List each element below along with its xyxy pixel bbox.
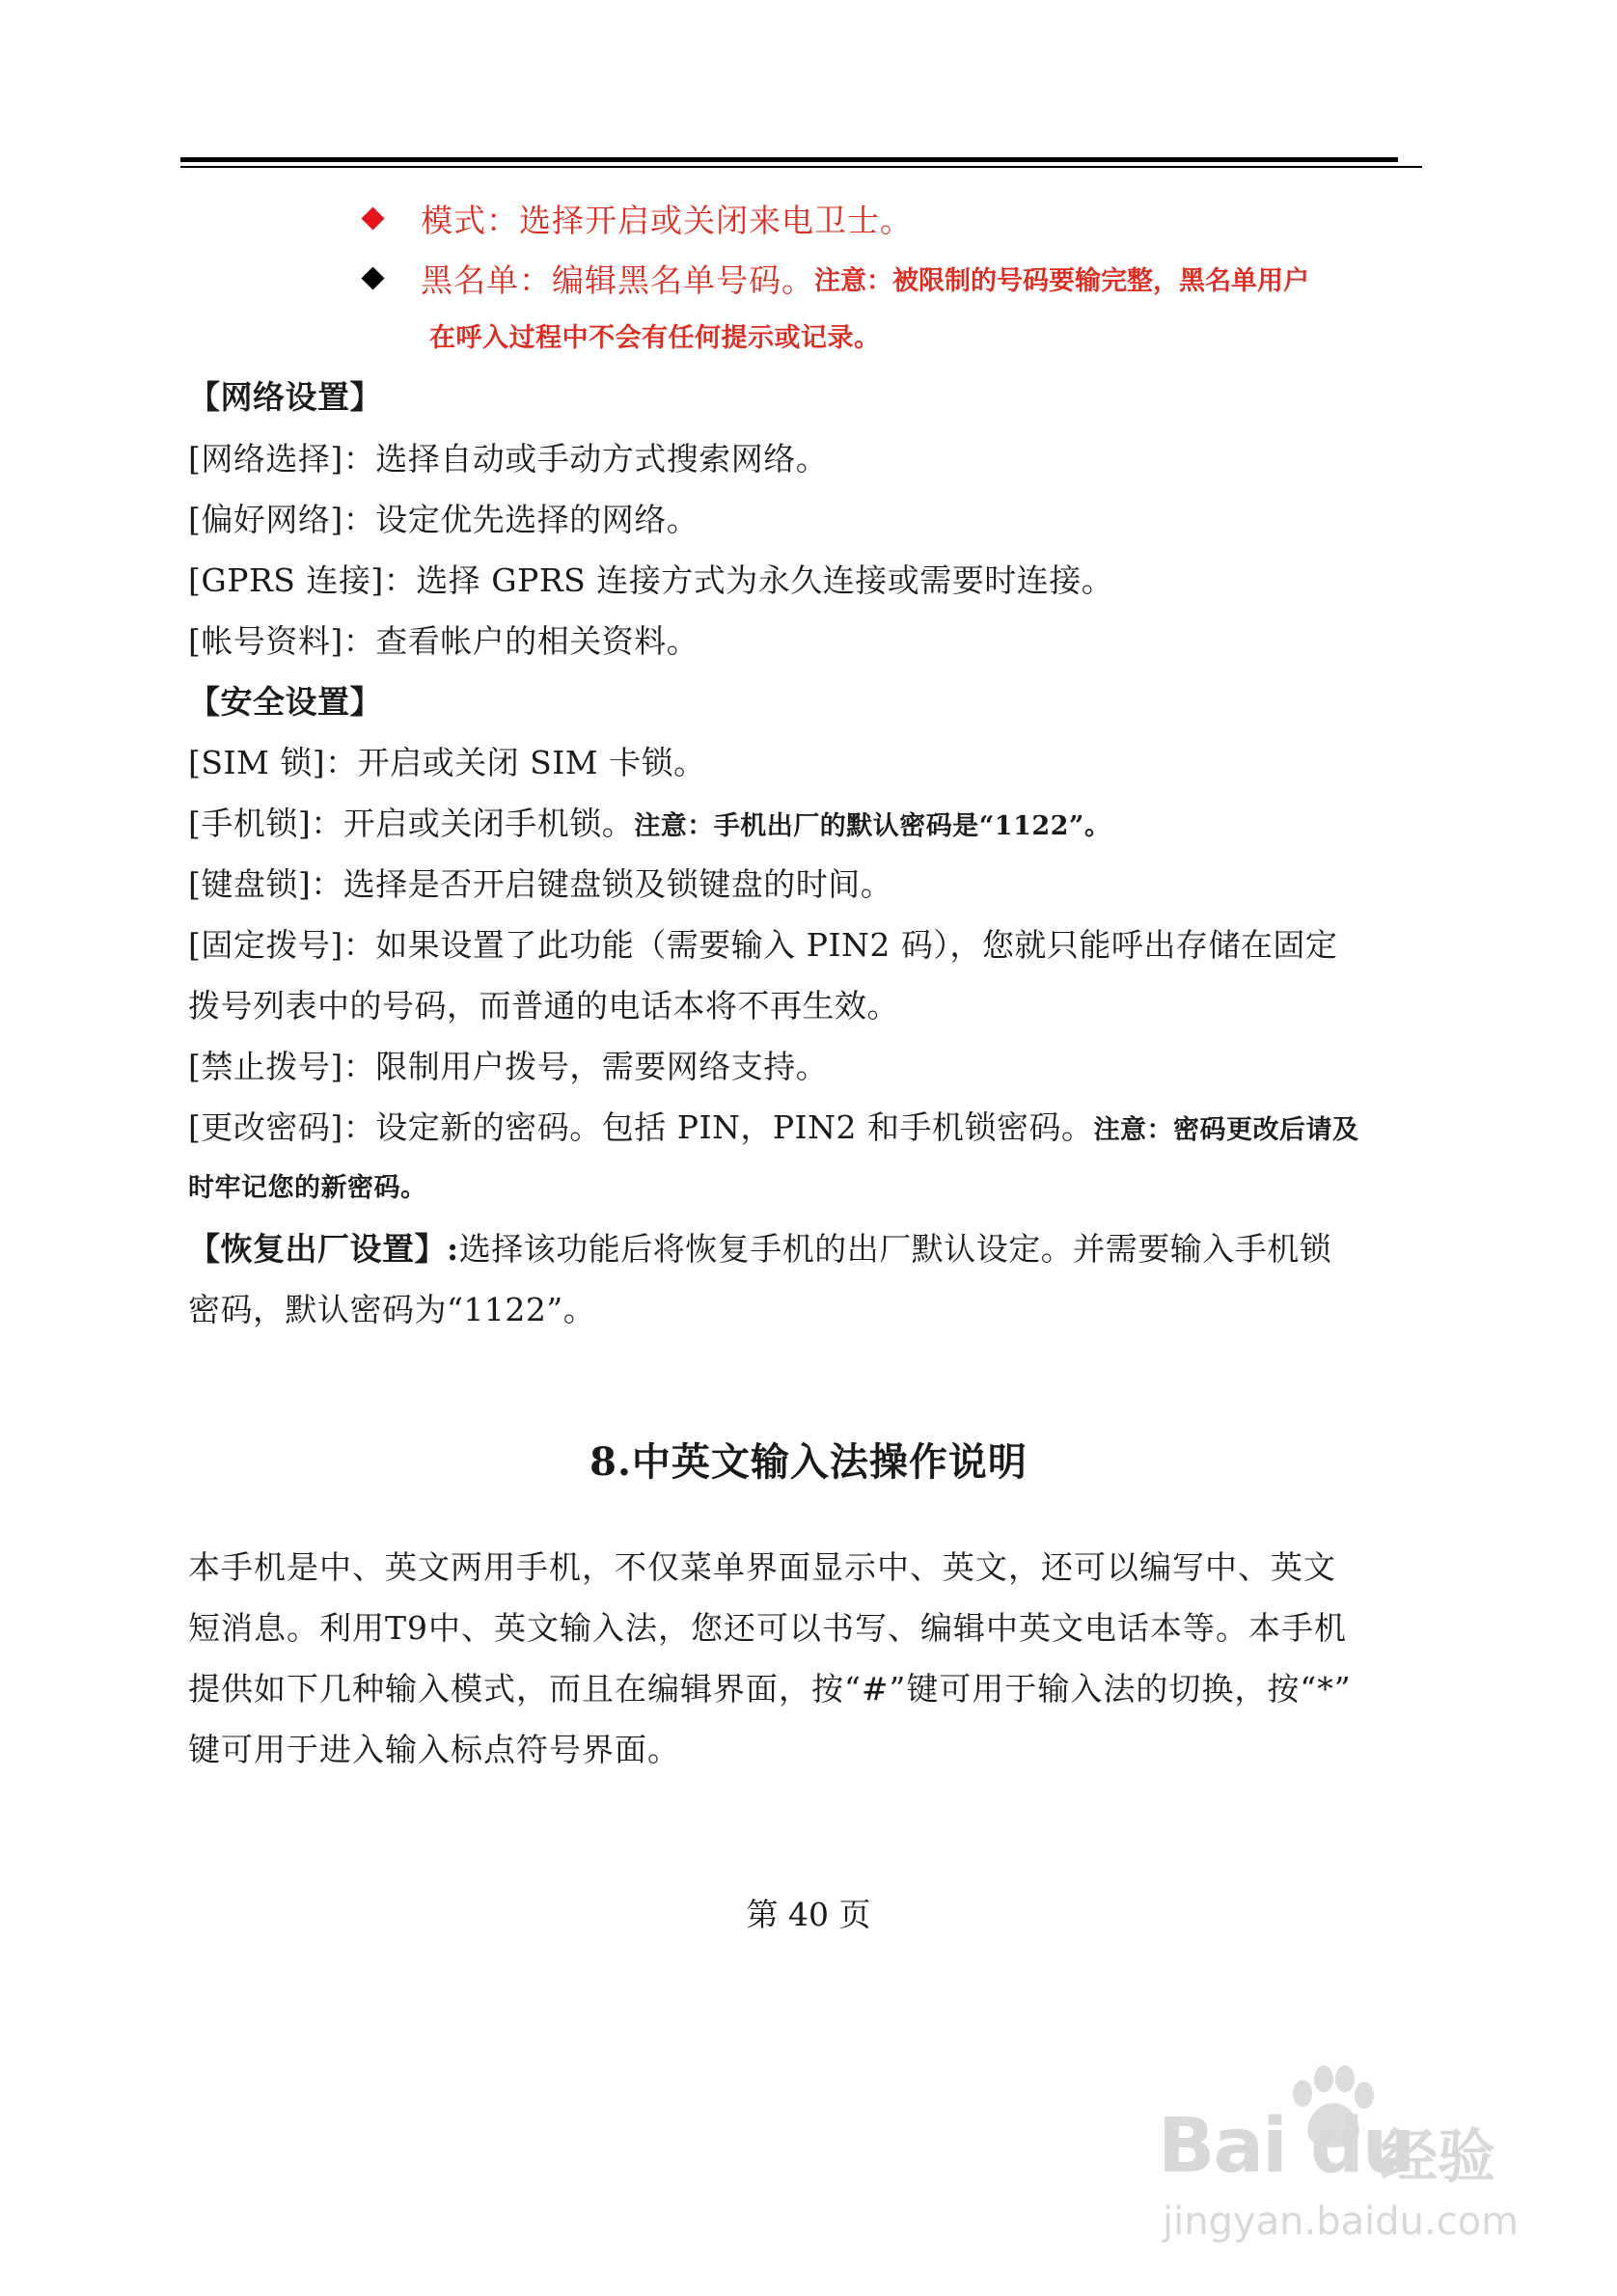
change-pw-note: 注意：密码更改后请及 [1093, 1115, 1359, 1145]
watermark-url: jingyan.baidu.com [1163, 2200, 1520, 2244]
bullet-item-mode [365, 196, 913, 241]
security-item-fixed-dial: [固定拨号]：如果设置了此功能（需要输入 PIN2 码），您就只能呼出存储在固定 [188, 926, 1338, 964]
bullet-note: 注意：被限制的号码要输完整，黑名单用户 [814, 266, 1309, 296]
section-paragraph-line: 短消息。利用T9中、英文输入法，您还可以书写、编辑中英文电话本等。本手机 [188, 1609, 1348, 1647]
section-paragraph-line: 键可用于进入输入标点符号界面。 [188, 1731, 680, 1768]
restore-item [188, 1228, 1331, 1271]
security-item-sim: [SIM 锁]：开启或关闭 SIM 卡锁。 [188, 744, 706, 781]
section-paragraph-line: 提供如下几种输入模式，而且在编辑界面，按“#”键可用于输入法的切换，按“*” [188, 1670, 1352, 1708]
restore-label: 【恢复出厂设置】: [188, 1230, 459, 1268]
header-rule-thin [180, 166, 1422, 168]
header-rule-thick [180, 157, 1398, 162]
watermark-brand: Bai du [1158, 2103, 1414, 2190]
security-heading: 【安全设置】 [188, 683, 382, 721]
security-item-keypad: [键盘锁]：选择是否开启键盘锁及锁键盘的时间。 [188, 865, 893, 903]
network-heading: 【网络设置】 [188, 378, 382, 416]
network-item: [帐号资料]：查看帐户的相关资料。 [188, 622, 699, 660]
diamond-bullet-icon [361, 206, 384, 230]
baidu-watermark [1138, 2064, 1544, 2257]
change-pw-note-continued: 时牢记您的新密码。 [188, 1173, 427, 1203]
restore-text: 选择该功能后将恢复手机的出厂默认设定。并需要输入手机锁 [458, 1230, 1332, 1268]
section-paragraph-line: 本手机是中、英文两用手机，不仅菜单界面显示中、英文，还可以编写中、英文 [188, 1548, 1336, 1586]
watermark-label: 经验 [1380, 2123, 1495, 2191]
network-item: [偏好网络]：设定优先选择的网络。 [188, 501, 699, 538]
change-pw-text: [更改密码]：设定新的密码。包括 PIN，PIN2 和手机锁密码。 [188, 1108, 1094, 1146]
bullet-item-blacklist [365, 256, 1309, 301]
security-item-fixed-dial-cont: 拨号列表中的号码，而普通的电话本将不再生效。 [188, 987, 899, 1025]
security-item-phone-lock [188, 803, 1110, 848]
network-item: [GPRS 连接]：选择 GPRS 连接方式为永久连接或需要时连接。 [188, 561, 1114, 599]
diamond-bullet-icon [361, 266, 384, 289]
network-item: [网络选择]：选择自动或手动方式搜索网络。 [188, 440, 829, 478]
page-number: 第 40 页 [746, 1896, 871, 1933]
security-item-change-pw [188, 1107, 1358, 1152]
bullet-text: 模式：选择开启或关闭来电卫士。 [421, 202, 913, 239]
security-item-barred: [禁止拨号]：限制用户拨号，需要网络支持。 [188, 1048, 829, 1085]
phone-lock-text: [手机锁]：开启或关闭手机锁。 [188, 805, 635, 842]
phone-lock-note: 注意：手机出厂的默认密码是“1122”。 [634, 811, 1111, 841]
section-title: 8.中英文输入法操作说明 [589, 1439, 1028, 1485]
bullet-note-continued: 在呼入过程中不会有任何提示或记录。 [429, 323, 881, 353]
bullet-text: 黑名单：编辑黑名单号码。 [421, 261, 814, 299]
restore-text-continued: 密码，默认密码为“1122”。 [188, 1291, 596, 1328]
